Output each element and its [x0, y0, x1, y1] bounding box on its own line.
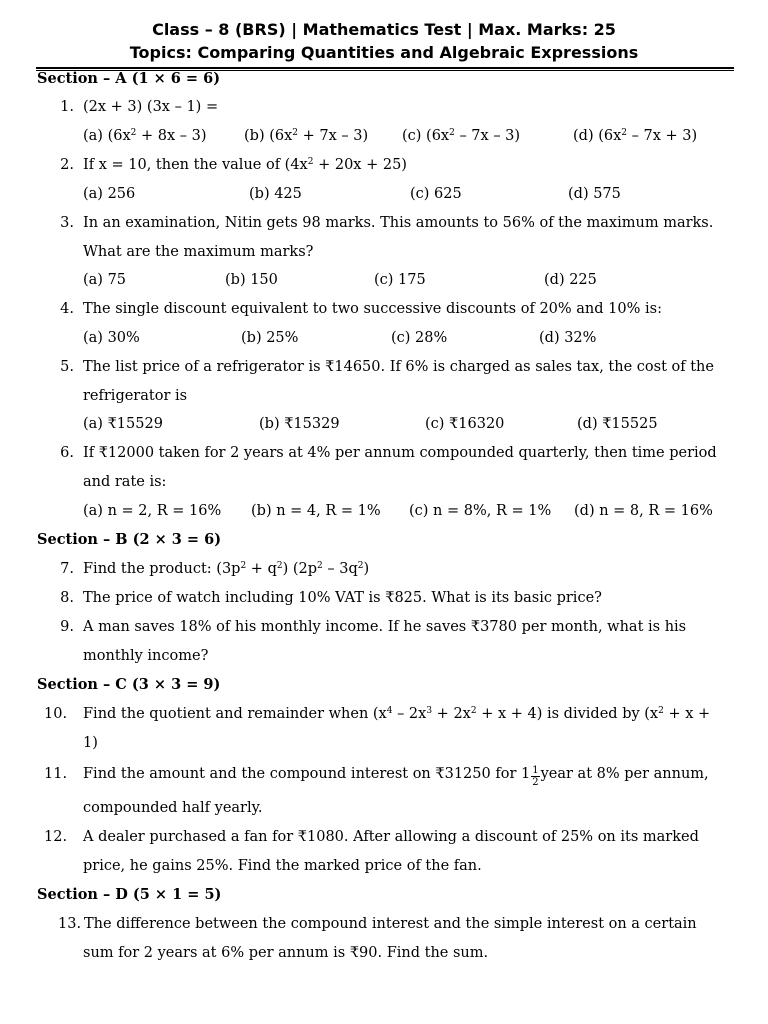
option-b: (b) $(6x^2 + 7x - 3)$	[244, 128, 369, 144]
question-text: If x = 10, then the value of $(4x^2 + 20x + 25)$	[83, 157, 407, 173]
question-number: 5.	[60, 359, 74, 375]
option-a: (a) 75	[83, 272, 127, 288]
option-c: (c) 625	[410, 186, 462, 202]
question-9-line-2: monthly income?	[83, 648, 209, 664]
question-text: The difference between the compound interest and the simple interest on a certain	[84, 916, 697, 932]
section-d-heading: Section – D (5 × 1 = 5)	[37, 886, 222, 903]
question-number: 12.	[44, 829, 68, 845]
option-d: (d) 575	[568, 186, 621, 202]
question-number: 10.	[44, 706, 68, 722]
question-number: 13.	[58, 916, 82, 932]
section-c-heading: Section – C (3 × 3 = 9)	[37, 676, 221, 693]
question-11-line-2: compounded half yearly.	[83, 800, 263, 816]
option-c: (c) 175	[374, 272, 426, 288]
question-text: A man saves 18% of his monthly income. If he saves ₹3780 per month, what is his	[83, 619, 687, 635]
question-number: 9.	[60, 619, 74, 635]
option-c: (c) ₹16320	[425, 416, 505, 432]
question-number: 4.	[60, 301, 74, 317]
section-a-heading: Section – A (1 × 6 = 6)	[37, 70, 221, 87]
fraction-one-half: $\frac{1}{2}$	[532, 765, 539, 788]
option-b: (b) 25%	[241, 330, 299, 346]
option-d: (d) 32%	[539, 330, 597, 346]
question-text: Find the product: $(3p^2 + q^2)$ $(2p^2 - 3q^2)$	[83, 561, 370, 577]
option-a: (a) 30%	[83, 330, 140, 346]
option-d: (d) n = 8, R = 16%	[574, 503, 713, 519]
option-a: (a) 256	[83, 186, 136, 202]
question-number: 7.	[60, 561, 74, 577]
question-text: If ₹12000 taken for 2 years at 4% per annum compounded quarterly, then time period	[83, 445, 717, 461]
option-c: (c) n = 8%, R = 1%	[409, 503, 552, 519]
header-topics: Topics: Comparing Quantities and Algebraic Expressions	[129, 43, 639, 62]
option-b: (b) n = 4, R = 1%	[251, 503, 381, 519]
option-b: (b) ₹15329	[259, 416, 340, 432]
option-d: (d) 225	[544, 272, 597, 288]
question-number: 2.	[60, 157, 74, 173]
option-a: (a) ₹15529	[83, 416, 163, 432]
option-d: (d) $(6x^2 - 7x + 3)$	[573, 128, 698, 144]
option-a: (a) $(6x^2 + 8x - 3)$	[83, 128, 207, 144]
question-number: 3.	[60, 215, 74, 231]
option-c: (c) 28%	[391, 330, 448, 346]
question-10-line-2: 1)	[83, 735, 98, 751]
question-13-line-2: sum for 2 years at 6% per annum is ₹90. Find the sum.	[83, 945, 489, 961]
question-text: Find the amount and the compound interest on ₹31250 for 1 $\frac{1}{2}$ year at 8% per annum,	[83, 765, 709, 788]
question-text: The single discount equivalent to two successive discounts of 20% and 10% is:	[83, 301, 662, 317]
header-title: Class – 8 (BRS) | Mathematics Test | Max. Marks: 25	[152, 20, 616, 39]
option-c: (c) $(6x^2 - 7x - 3)$	[402, 128, 521, 144]
question-number: 6.	[60, 445, 74, 461]
question-text: Find the quotient and remainder when $(x^4 - 2x^3 + 2x^2 + x + 4)$ is divided by ($x^2 + x$ +	[83, 706, 711, 722]
section-b-heading: Section – B (2 × 3 = 6)	[37, 531, 222, 548]
question-6-line-2: and rate is:	[83, 474, 167, 490]
question-text: A dealer purchased a fan for ₹1080. After allowing a discount of 25% on its marked	[83, 829, 699, 845]
question-text: The list price of a refrigerator is ₹14650. If 6% is charged as sales tax, the cost of the	[83, 359, 714, 375]
option-b: (b) 425	[249, 186, 302, 202]
option-d: (d) ₹15525	[577, 416, 658, 432]
question-3-line-2: What are the maximum marks?	[83, 244, 314, 260]
question-12-line-2: price, he gains 25%. Find the marked price of the fan.	[83, 858, 482, 874]
question-number: 8.	[60, 590, 74, 606]
question-5-line-2: refrigerator is	[83, 388, 188, 404]
question-number: 1.	[60, 99, 74, 115]
question-text: The price of watch including 10% VAT is ₹825. What is its basic price?	[83, 590, 602, 606]
option-b: (b) 150	[225, 272, 278, 288]
question-text: In an examination, Nitin gets 98 marks. This amounts to 56% of the maximum marks.	[83, 215, 714, 231]
paper-header	[0, 18, 768, 64]
question-text: (2x + 3) (3x – 1) =	[83, 99, 219, 115]
question-number: 11.	[44, 766, 68, 782]
option-a: (a) n = 2, R = 16%	[83, 503, 222, 519]
